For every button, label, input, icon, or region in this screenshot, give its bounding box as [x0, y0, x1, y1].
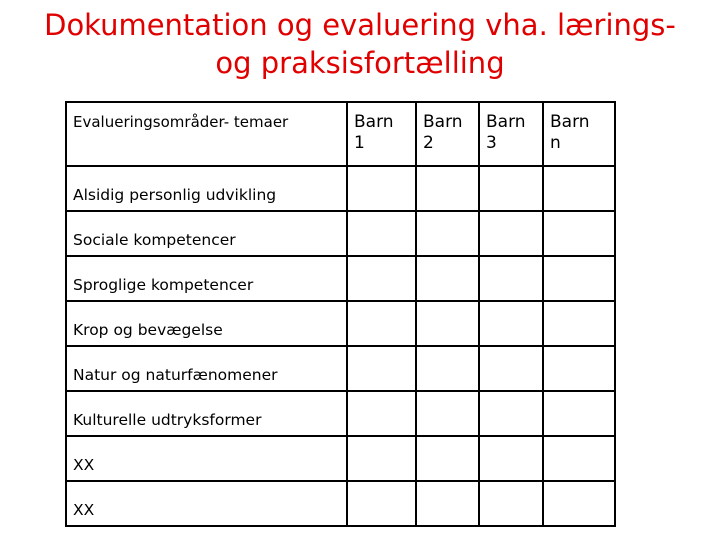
evaluation-cell — [416, 481, 479, 526]
theme-cell — [66, 481, 347, 526]
theme-label: Alsidig personlig udvikling — [73, 186, 277, 204]
evaluation-cell — [347, 211, 416, 256]
evaluation-cell — [347, 346, 416, 391]
theme-cell — [66, 391, 347, 436]
evaluation-cell — [416, 436, 479, 481]
evaluation-cell — [416, 391, 479, 436]
table-row — [66, 166, 615, 211]
evaluation-cell — [416, 166, 479, 211]
evaluation-cell — [479, 211, 543, 256]
evaluation-cell — [347, 391, 416, 436]
evaluation-cell — [347, 256, 416, 301]
evaluation-cell — [479, 481, 543, 526]
header-theme-cell — [66, 102, 347, 166]
theme-cell — [66, 301, 347, 346]
header-child-1-cell — [347, 102, 416, 166]
theme-label: Kulturelle udtryksformer — [73, 411, 262, 429]
evaluation-cell — [543, 211, 615, 256]
evaluation-cell — [479, 166, 543, 211]
evaluation-cell — [543, 346, 615, 391]
header-child-2-label: Barn 2 — [423, 112, 463, 153]
theme-cell — [66, 256, 347, 301]
evaluation-cell — [347, 166, 416, 211]
evaluation-cell — [479, 436, 543, 481]
header-child-n-cell — [543, 102, 615, 166]
evaluation-cell — [479, 256, 543, 301]
table-header-row — [66, 102, 615, 166]
table-row — [66, 301, 615, 346]
theme-cell — [66, 211, 347, 256]
title-line-1: Dokumentation og evaluering vha. lærings- — [44, 8, 676, 42]
theme-label: XX — [73, 456, 95, 474]
theme-cell — [66, 346, 347, 391]
theme-label: Sociale kompetencer — [73, 231, 236, 249]
header-child-1-label: Barn 1 — [354, 112, 394, 153]
theme-label: Krop og bevægelse — [73, 321, 223, 339]
table-row — [66, 256, 615, 301]
theme-cell — [66, 436, 347, 481]
evaluation-table — [65, 101, 616, 527]
header-child-n-label: Barn n — [550, 112, 590, 153]
evaluation-cell — [543, 481, 615, 526]
evaluation-cell — [479, 346, 543, 391]
table-row — [66, 481, 615, 526]
header-child-3-label: Barn 3 — [486, 112, 526, 153]
evaluation-cell — [543, 436, 615, 481]
header-child-2-cell — [416, 102, 479, 166]
evaluation-cell — [347, 481, 416, 526]
table-row — [66, 211, 615, 256]
evaluation-cell — [347, 436, 416, 481]
theme-cell — [66, 166, 347, 211]
evaluation-cell — [543, 256, 615, 301]
evaluation-cell — [543, 301, 615, 346]
evaluation-cell — [479, 391, 543, 436]
theme-label: XX — [73, 501, 95, 519]
title-line-2: og praksisfortælling — [215, 46, 505, 80]
evaluation-cell — [543, 166, 615, 211]
theme-label: Sproglige kompetencer — [73, 276, 254, 294]
evaluation-cell — [416, 211, 479, 256]
theme-label: Natur og naturfænomener — [73, 366, 278, 384]
slide-title — [0, 6, 720, 82]
evaluation-cell — [416, 256, 479, 301]
evaluation-cell — [543, 391, 615, 436]
evaluation-cell — [416, 301, 479, 346]
header-theme-label: Evalueringsområder- temaer — [73, 113, 289, 131]
table-row — [66, 346, 615, 391]
header-child-3-cell — [479, 102, 543, 166]
evaluation-cell — [416, 346, 479, 391]
table-row — [66, 391, 615, 436]
evaluation-cell — [347, 301, 416, 346]
table-row — [66, 436, 615, 481]
evaluation-cell — [479, 301, 543, 346]
